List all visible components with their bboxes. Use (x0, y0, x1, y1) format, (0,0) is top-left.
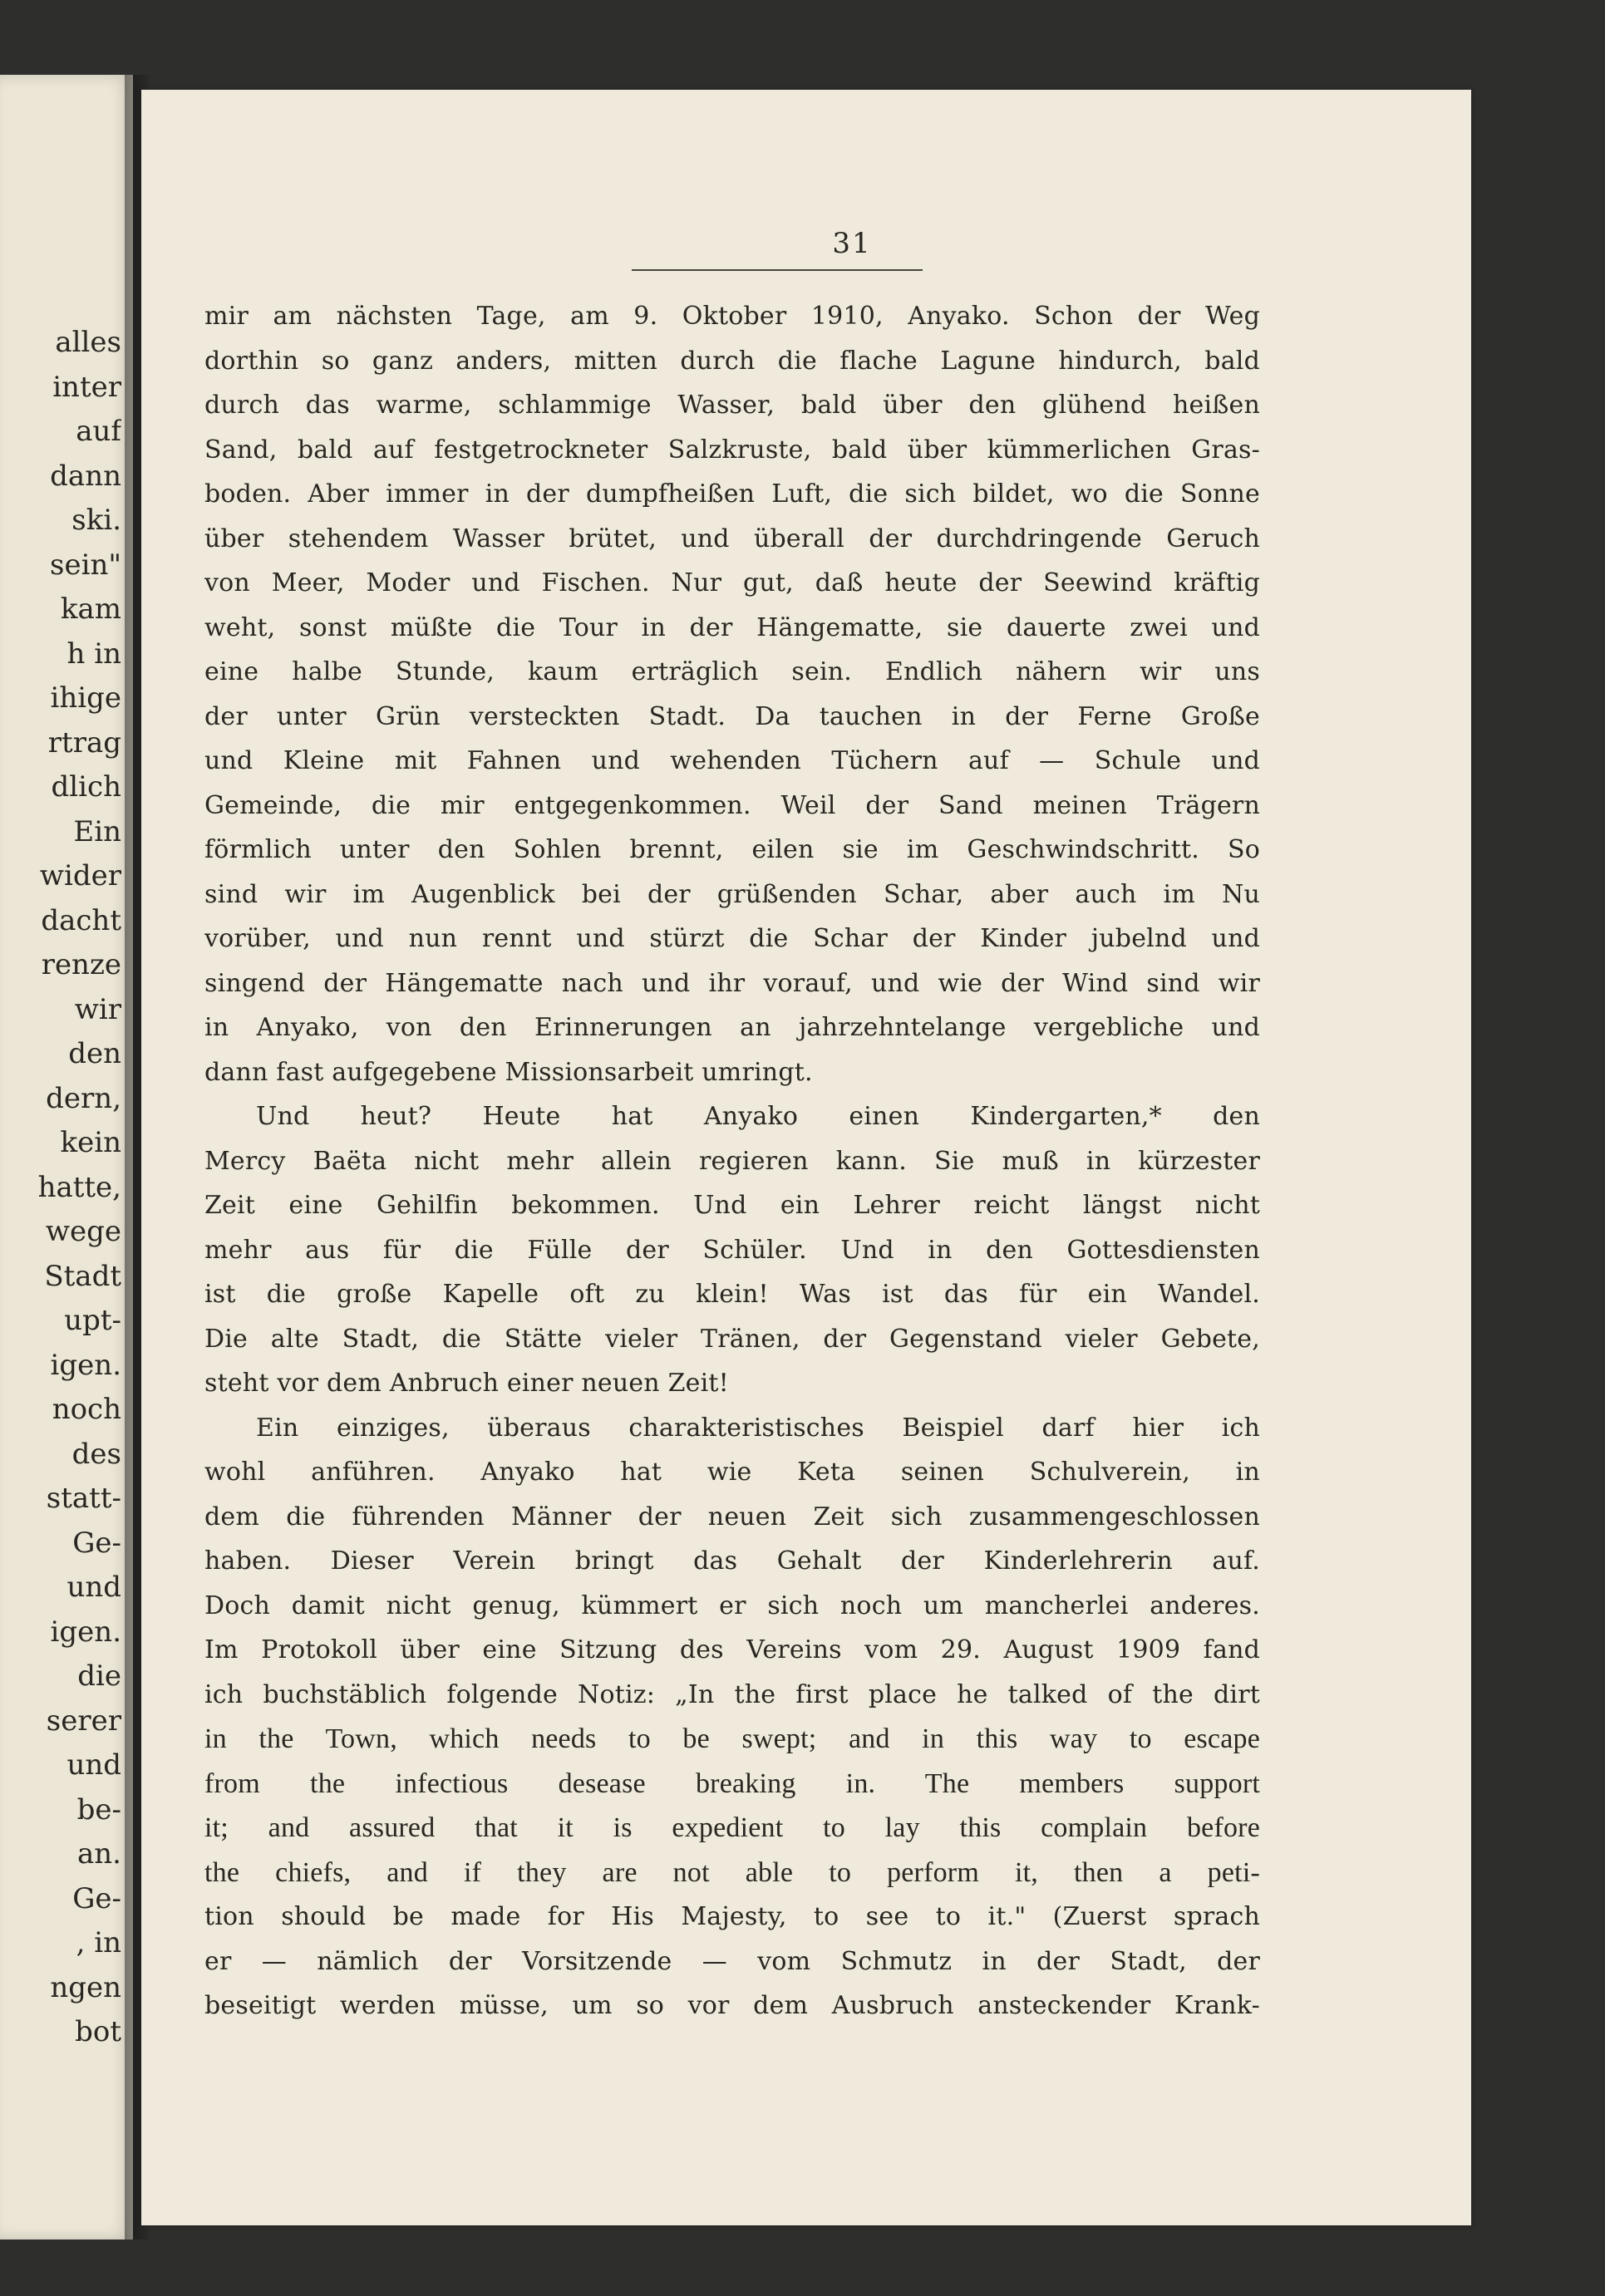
previous-page-line: dacht (41, 903, 121, 937)
text-line: ich buchstäblich folgende Notiz: „In the first place he talked of the dirt (204, 1679, 1260, 1709)
previous-page-line: serer (46, 1704, 121, 1738)
text-line: sind wir im Augenblick bei der grüßenden Schar, aber auch im Nu (204, 879, 1260, 909)
paragraph-last-line: steht vor dem Anbruch einer neuen Zeit! (204, 1369, 729, 1398)
previous-page-line: auf (76, 415, 121, 448)
text-line: dorthin so ganz anders, mitten durch die flache Lagune hindurch, bald (204, 346, 1260, 376)
paragraph-first-line: Ein einziges, überaus charakteristisches Beispiel darf hier ich (256, 1413, 1260, 1443)
english-quote-line: in the Town, which needs to be swept; and in this way to escape (204, 1723, 1260, 1754)
previous-page-line: igen. (50, 1348, 121, 1382)
previous-page-line: , in (76, 1926, 121, 1959)
previous-page-line: den (68, 1037, 121, 1070)
previous-page-line: Ge- (72, 1881, 121, 1915)
previous-page-line: inter (52, 370, 121, 404)
text-line: er — nämlich der Vorsitzende — vom Schmutz in der Stadt, der (204, 1946, 1260, 1976)
previous-page-line: h in (66, 637, 121, 671)
previous-page-line: wege (45, 1215, 121, 1248)
text-line: Doch damit nicht genug, kümmert er sich noch um mancherlei anderes. (204, 1590, 1260, 1620)
text-line: vorüber, und nun rennt und stürzt die Schar der Kinder jubelnd und (204, 924, 1260, 953)
previous-page-line: und (66, 1748, 121, 1782)
previous-page-line: igen. (50, 1615, 121, 1649)
previous-page-line: noch (52, 1393, 121, 1426)
text-line: weht, sonst müßte die Tour in der Hängematte, sie dauerte zwei und (204, 612, 1260, 642)
previous-page-line: Ein (73, 814, 121, 848)
text-line: tion should be made for His Majesty, to see to it." (Zuerst sprach (204, 1902, 1260, 1931)
text-line: Die alte Stadt, die Stätte vieler Tränen, der Gegenstand vieler Gebete, (204, 1324, 1260, 1354)
previous-page-line: be- (76, 1792, 121, 1826)
text-line: beseitigt werden müsse, um so vor dem Ausbruch ansteckender Krank- (204, 1991, 1260, 2020)
previous-page-line: bot (75, 2015, 121, 2048)
previous-page-line: hatte, (37, 1170, 121, 1204)
previous-page (0, 75, 133, 2239)
text-line: der unter Grün versteckten Stadt. Da tauchen in der Ferne Große (204, 701, 1260, 731)
text-line: Mercy Baëta nicht mehr allein regieren kann. Sie muß in kürzester (204, 1146, 1260, 1176)
previous-page-line: ihige (50, 681, 121, 715)
previous-page-line: upt- (64, 1304, 121, 1337)
text-line: Im Protokoll über eine Sitzung des Vereins vom 29. August 1909 fand (204, 1635, 1260, 1664)
text-line: Sand, bald auf festgetrockneter Salzkruste, bald über kümmerlichen Gras- (204, 435, 1260, 465)
previous-page-line: des (71, 1437, 121, 1471)
previous-page-line: rtrag (47, 725, 121, 760)
previous-page-line: sein" (50, 548, 121, 582)
text-line: förmlich unter den Sohlen brennt, eilen sie im Geschwindschritt. So (204, 835, 1260, 864)
english-quote-line: from the infectious desease breaking in. The members support (204, 1767, 1260, 1799)
previous-page-line: und (66, 1571, 121, 1604)
text-line: wohl anführen. Anyako hat wie Keta seinen Schulverein, in (204, 1458, 1260, 1487)
text-line: eine halbe Stunde, kaum erträglich sein. Endlich nähern wir uns (204, 657, 1260, 686)
previous-page-line: ngen (50, 1970, 121, 2004)
text-line: Gemeinde, die mir entgegenkommen. Weil der Sand meinen Trägern (204, 790, 1260, 820)
previous-page-line: kam (60, 592, 121, 626)
previous-page-line: wider (39, 859, 121, 892)
previous-page-line: dern, (46, 1081, 121, 1115)
previous-page-line: die (77, 1659, 121, 1693)
previous-page-line: dlich (51, 770, 121, 804)
page-number: 31 (832, 227, 872, 260)
previous-page-text (0, 321, 121, 2055)
text-line: Zeit eine Gehilfin bekommen. Und ein Lehrer reicht längst nicht (204, 1191, 1260, 1220)
previous-page-line: ski. (71, 504, 121, 537)
previous-page-line: Ge- (72, 1526, 121, 1560)
text-line: ist die große Kapelle oft zu klein! Was ist das für ein Wandel. (204, 1280, 1260, 1309)
body-text (204, 294, 1260, 2028)
text-line: mir am nächsten Tage, am 9. Oktober 1910, Anyako. Schon der Weg (204, 302, 1260, 331)
text-line: dem die führenden Männer der neuen Zeit sich zusammengeschlossen (204, 1502, 1260, 1531)
previous-page-line: wir (74, 992, 121, 1026)
previous-page-line: renze (41, 948, 121, 981)
english-quote-line: it; and assured that it is expedient to lay this complain before (204, 1812, 1260, 1843)
current-page (141, 90, 1471, 2225)
text-line: singend der Hängematte nach und ihr vorauf, und wie der Wind sind wir (204, 968, 1260, 998)
text-line: durch das warme, schlammige Wasser, bald über den glühend heißen (204, 391, 1260, 420)
text-line: in Anyako, von den Erinnerungen an jahrzehntelange vergebliche und (204, 1013, 1260, 1042)
text-line: von Meer, Moder und Fischen. Nur gut, daß heute der Seewind kräftig (204, 568, 1260, 597)
previous-page-line: kein (60, 1126, 121, 1159)
previous-page-line: statt- (46, 1482, 121, 1515)
previous-page-line: alles (55, 326, 121, 359)
paragraph-first-line: Und heut? Heute hat Anyako einen Kindergarten,* den (256, 1102, 1260, 1131)
previous-page-line: Stadt (44, 1259, 121, 1293)
text-line: mehr aus für die Fülle der Schüler. Und in den Gottesdiensten (204, 1235, 1260, 1265)
english-quote-line: the chiefs, and if they are not able to perform it, then a peti- (204, 1856, 1260, 1888)
paragraph-last-line: dann fast aufgegebene Missionsarbeit umringt. (204, 1057, 813, 1087)
text-line: über stehendem Wasser brütet, und überall der durchdringende Geruch (204, 524, 1260, 553)
text-line: und Kleine mit Fahnen und wehenden Tüchern auf — Schule und (204, 746, 1260, 775)
header-rule (632, 269, 923, 271)
text-line: boden. Aber immer in der dumpfheißen Luft, die sich bildet, wo die Sonne (204, 479, 1260, 509)
previous-page-line: an. (77, 1837, 121, 1871)
text-line: haben. Dieser Verein bringt das Gehalt der Kinderlehrerin auf. (204, 1546, 1260, 1576)
previous-page-line: dann (50, 459, 121, 493)
